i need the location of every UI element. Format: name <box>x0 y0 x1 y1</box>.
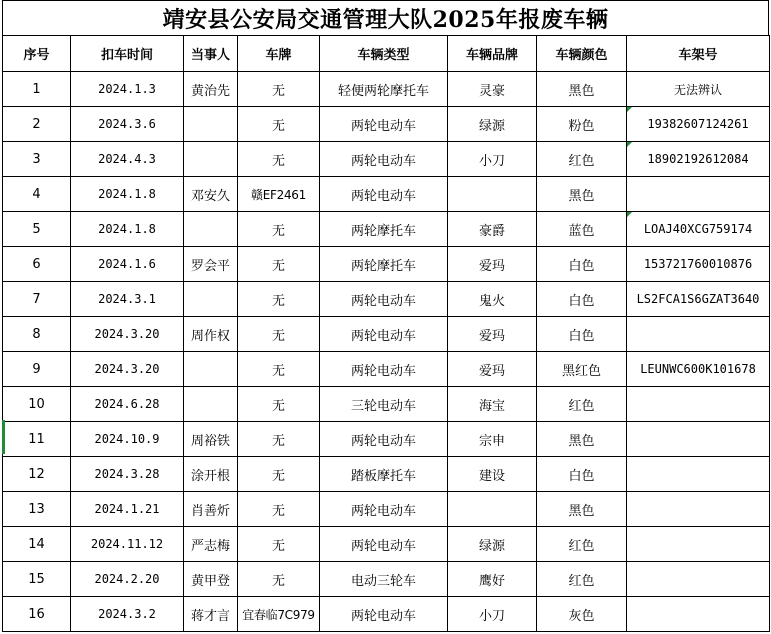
cell-party[interactable] <box>184 212 238 247</box>
cell-date[interactable]: 2024.3.20 <box>71 317 184 352</box>
cell-no[interactable]: 2 <box>3 107 71 142</box>
cell-vin[interactable]: LOAJ40XCG759174 <box>627 212 770 247</box>
cell-brand[interactable]: 绿源 <box>448 107 537 142</box>
cell-party[interactable]: 邓安久 <box>184 177 238 212</box>
table-row <box>3 422 770 457</box>
cell-no[interactable]: 12 <box>3 457 71 492</box>
cell-no[interactable]: 13 <box>3 492 71 527</box>
cell-vin[interactable] <box>627 597 770 632</box>
cell-no[interactable]: 15 <box>3 562 71 597</box>
cell-color[interactable]: 黑色 <box>537 492 627 527</box>
sheet-title: 靖安县公安局交通管理大队2025年报废车辆 <box>2 0 769 35</box>
cell-no[interactable]: 5 <box>3 212 71 247</box>
table-row <box>3 282 770 317</box>
cell-vin[interactable] <box>627 422 770 457</box>
header-brand[interactable]: 车辆品牌 <box>448 36 537 72</box>
cell-plate[interactable]: 无 <box>238 72 320 107</box>
cell-brand[interactable] <box>448 177 537 212</box>
cell-color[interactable]: 灰色 <box>537 597 627 632</box>
cell-brand[interactable]: 灵豪 <box>448 72 537 107</box>
cell-date[interactable]: 2024.3.6 <box>71 107 184 142</box>
cell-brand[interactable]: 小刀 <box>448 142 537 177</box>
cell-party[interactable]: 周作权 <box>184 317 238 352</box>
cell-color[interactable]: 红色 <box>537 562 627 597</box>
cell-plate[interactable]: 无 <box>238 492 320 527</box>
cell-color[interactable]: 白色 <box>537 247 627 282</box>
cell-party[interactable]: 黄甲登 <box>184 562 238 597</box>
cell-type[interactable]: 两轮电动车 <box>320 422 448 457</box>
cell-type[interactable]: 两轮电动车 <box>320 527 448 562</box>
cell-brand[interactable]: 宗申 <box>448 422 537 457</box>
cell-type[interactable]: 两轮电动车 <box>320 142 448 177</box>
table-row <box>3 597 770 632</box>
cell-party[interactable] <box>184 282 238 317</box>
cell-color[interactable]: 白色 <box>537 457 627 492</box>
cell-brand[interactable]: 小刀 <box>448 597 537 632</box>
cell-date[interactable]: 2024.2.20 <box>71 562 184 597</box>
cell-no[interactable]: 3 <box>3 142 71 177</box>
cell-plate[interactable]: 无 <box>238 457 320 492</box>
cell-vin[interactable] <box>627 177 770 212</box>
cell-no[interactable]: 8 <box>3 317 71 352</box>
cell-plate[interactable]: 无 <box>238 352 320 387</box>
cell-plate[interactable]: 无 <box>238 247 320 282</box>
cell-date[interactable]: 2024.1.3 <box>71 72 184 107</box>
cell-vin[interactable]: LEUNWC600K101678 <box>627 352 770 387</box>
cell-type[interactable]: 电动三轮车 <box>320 562 448 597</box>
cell-vin[interactable]: LS2FCA1S6GZAT3640 <box>627 282 770 317</box>
cell-type[interactable]: 三轮电动车 <box>320 387 448 422</box>
cell-plate[interactable]: 无 <box>238 107 320 142</box>
cell-vin[interactable]: 153721760010876 <box>627 247 770 282</box>
cell-party[interactable]: 肖善炘 <box>184 492 238 527</box>
table-row <box>3 562 770 597</box>
cell-date[interactable]: 2024.1.8 <box>71 177 184 212</box>
cell-no[interactable]: 10 <box>3 387 71 422</box>
cell-plate[interactable]: 无 <box>238 212 320 247</box>
cell-no[interactable]: 7 <box>3 282 71 317</box>
cell-plate[interactable]: 无 <box>238 527 320 562</box>
cell-color[interactable]: 白色 <box>537 317 627 352</box>
cell-type[interactable]: 两轮摩托车 <box>320 247 448 282</box>
cell-no[interactable]: 1 <box>3 72 71 107</box>
cell-color[interactable]: 红色 <box>537 527 627 562</box>
table-row <box>3 387 770 422</box>
header-color[interactable]: 车辆颜色 <box>537 36 627 72</box>
cell-party[interactable]: 严志梅 <box>184 527 238 562</box>
cell-vin[interactable] <box>627 457 770 492</box>
table-row <box>3 177 770 212</box>
cell-no[interactable]: 16 <box>3 597 71 632</box>
cell-brand[interactable]: 建设 <box>448 457 537 492</box>
cell-no[interactable]: 6 <box>3 247 71 282</box>
cell-type[interactable]: 踏板摩托车 <box>320 457 448 492</box>
table-row <box>3 457 770 492</box>
cell-date[interactable]: 2024.3.1 <box>71 282 184 317</box>
header-type[interactable]: 车辆类型 <box>320 36 448 72</box>
cell-plate[interactable]: 无 <box>238 422 320 457</box>
cell-color[interactable]: 黑色 <box>537 177 627 212</box>
table-row <box>3 527 770 562</box>
cell-type[interactable]: 两轮电动车 <box>320 177 448 212</box>
cell-date[interactable]: 2024.1.21 <box>71 492 184 527</box>
cell-type[interactable]: 两轮电动车 <box>320 597 448 632</box>
cell-color[interactable]: 黑红色 <box>537 352 627 387</box>
cell-plate[interactable]: 无 <box>238 282 320 317</box>
cell-brand[interactable]: 爱玛 <box>448 317 537 352</box>
row-selection-marker <box>2 420 5 454</box>
cell-party[interactable] <box>184 387 238 422</box>
cell-date[interactable]: 2024.11.12 <box>71 527 184 562</box>
cell-type[interactable]: 两轮电动车 <box>320 352 448 387</box>
cell-brand[interactable]: 鬼火 <box>448 282 537 317</box>
cell-party[interactable]: 罗会平 <box>184 247 238 282</box>
cell-type[interactable]: 两轮电动车 <box>320 282 448 317</box>
cell-no[interactable]: 4 <box>3 177 71 212</box>
header-vin[interactable]: 车架号 <box>627 36 770 72</box>
cell-brand[interactable]: 绿源 <box>448 527 537 562</box>
cell-vin[interactable]: 18902192612084 <box>627 142 770 177</box>
cell-no[interactable]: 9 <box>3 352 71 387</box>
header-plate[interactable]: 车牌 <box>238 36 320 72</box>
table-row <box>3 142 770 177</box>
cell-color[interactable]: 红色 <box>537 142 627 177</box>
cell-vin[interactable]: 无法辨认 <box>627 72 770 107</box>
cell-vin[interactable] <box>627 527 770 562</box>
table-row <box>3 492 770 527</box>
cell-color[interactable]: 白色 <box>537 282 627 317</box>
cell-type[interactable]: 轻便两轮摩托车 <box>320 72 448 107</box>
cell-color[interactable]: 蓝色 <box>537 212 627 247</box>
cell-date[interactable]: 2024.4.3 <box>71 142 184 177</box>
vehicle-table <box>2 35 770 632</box>
cell-date[interactable]: 2024.6.28 <box>71 387 184 422</box>
cell-party[interactable]: 蒋才言 <box>184 597 238 632</box>
cell-date[interactable]: 2024.10.9 <box>71 422 184 457</box>
cell-brand[interactable] <box>448 492 537 527</box>
cell-type[interactable]: 两轮电动车 <box>320 107 448 142</box>
cell-color[interactable]: 红色 <box>537 387 627 422</box>
cell-party[interactable] <box>184 107 238 142</box>
table-row <box>3 212 770 247</box>
cell-vin[interactable] <box>627 562 770 597</box>
cell-brand[interactable]: 海宝 <box>448 387 537 422</box>
cell-brand[interactable]: 爱玛 <box>448 352 537 387</box>
header-party[interactable]: 当事人 <box>184 36 238 72</box>
table-row <box>3 72 770 107</box>
table-row <box>3 247 770 282</box>
cell-type[interactable]: 两轮摩托车 <box>320 212 448 247</box>
cell-plate[interactable]: 无 <box>238 317 320 352</box>
cell-brand[interactable]: 豪爵 <box>448 212 537 247</box>
cell-party[interactable]: 涂开根 <box>184 457 238 492</box>
cell-type[interactable]: 两轮电动车 <box>320 492 448 527</box>
cell-color[interactable]: 黑色 <box>537 422 627 457</box>
table-row <box>3 107 770 142</box>
cell-plate[interactable]: 无 <box>238 562 320 597</box>
cell-date[interactable]: 2024.3.20 <box>71 352 184 387</box>
cell-plate[interactable]: 无 <box>238 387 320 422</box>
cell-vin[interactable]: 19382607124261 <box>627 107 770 142</box>
cell-plate[interactable]: 赣EF2461 <box>238 177 320 212</box>
table-row <box>3 352 770 387</box>
cell-color[interactable]: 粉色 <box>537 107 627 142</box>
header-date[interactable]: 扣车时间 <box>71 36 184 72</box>
header-row <box>3 36 770 72</box>
cell-date[interactable]: 2024.1.8 <box>71 212 184 247</box>
cell-party[interactable]: 周裕铁 <box>184 422 238 457</box>
cell-no[interactable]: 11 <box>3 422 71 457</box>
cell-date[interactable]: 2024.3.2 <box>71 597 184 632</box>
cell-party[interactable] <box>184 352 238 387</box>
cell-type[interactable]: 两轮电动车 <box>320 317 448 352</box>
cell-vin[interactable] <box>627 387 770 422</box>
cell-vin[interactable] <box>627 317 770 352</box>
cell-date[interactable]: 2024.1.6 <box>71 247 184 282</box>
cell-party[interactable] <box>184 142 238 177</box>
cell-party[interactable]: 黄治先 <box>184 72 238 107</box>
table-row <box>3 317 770 352</box>
cell-color[interactable]: 黑色 <box>537 72 627 107</box>
header-no[interactable]: 序号 <box>3 36 71 72</box>
cell-plate[interactable]: 宜春临7C979 <box>238 597 320 632</box>
cell-date[interactable]: 2024.3.28 <box>71 457 184 492</box>
cell-no[interactable]: 14 <box>3 527 71 562</box>
cell-brand[interactable]: 爱玛 <box>448 247 537 282</box>
cell-brand[interactable]: 鹰好 <box>448 562 537 597</box>
cell-vin[interactable] <box>627 492 770 527</box>
cell-plate[interactable]: 无 <box>238 142 320 177</box>
